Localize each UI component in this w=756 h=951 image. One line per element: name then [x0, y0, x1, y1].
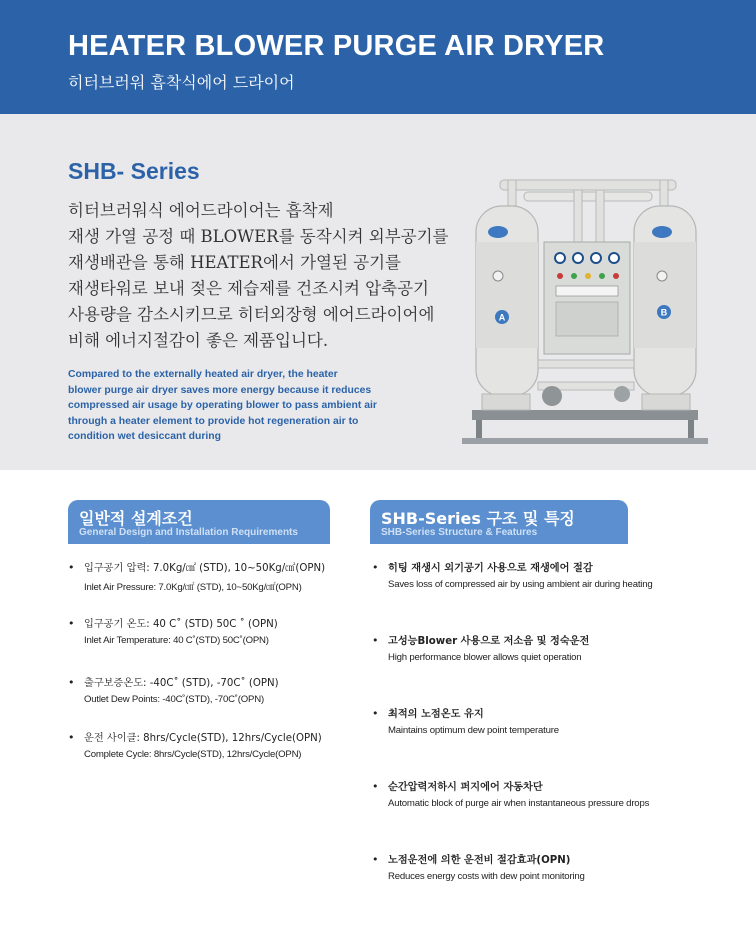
header-banner [0, 0, 756, 114]
english-line: compressed air usage by operating blower to pass ambient air [68, 400, 377, 411]
blower-icon [542, 386, 562, 406]
item-text-en: Inlet Air Pressure: 7.0Kg/㎠ (STD), 10~50Kg/㎠(OPN) [84, 582, 302, 593]
item-text-kr: 노점운전에 의한 운전비 절감효과(OPN) [388, 855, 571, 866]
item-text-en: Maintains optimum dew point temperature [388, 725, 559, 736]
item-text-kr: 출구보증온도: -40C˚ (STD), -70C˚ (OPN) [84, 678, 279, 689]
general-design-title-kr: 일반적 설계조건 [79, 509, 193, 528]
item-text-en: Outlet Dew Points: -40C˚(STD), -70C˚(OPN) [84, 694, 264, 705]
air-dryer-product-image [462, 172, 714, 450]
item-text-en: Reduces energy costs with dew point monitoring [388, 871, 585, 882]
tower-b-label: B [660, 307, 668, 318]
general-design-header [68, 500, 330, 544]
bullet: • [68, 561, 75, 574]
bullet: • [68, 676, 75, 689]
korean-line: 재생배관을 통해 HEATER에서 가열된 공기를 [68, 253, 401, 272]
korean-line: 비해 에너지절감이 좋은 제품입니다. [68, 331, 329, 350]
item-text-en: High performance blower allows quiet operation [388, 652, 582, 663]
tower-a-label: A [498, 312, 506, 323]
page-subtitle: 히터브러워 흡착식에어 드라이어 [68, 73, 295, 92]
item-text-kr: 고성능Blower 사용으로 저소음 및 정숙운전 [388, 636, 590, 647]
item-text-kr: 최적의 노점온도 유지 [388, 709, 484, 720]
bullet: • [372, 707, 379, 720]
korean-line: 재생 가열 공정 때 BLOWER를 동작시켜 외부공기를 [68, 227, 449, 246]
english-line: through a heater element to provide hot regeneration air to [68, 415, 359, 427]
bullet: • [68, 731, 75, 744]
series-title: SHB- Series [68, 158, 200, 184]
structure-features-title-kr: SHB-Series 구조 및 특징 [381, 509, 575, 528]
item-text-en: Automatic block of purge air when instantaneous pressure drops [388, 798, 650, 809]
item-text-kr: 순간압력저하시 퍼지에어 자동차단 [388, 782, 543, 793]
page-title: HEATER BLOWER PURGE AIR DRYER [68, 30, 605, 62]
korean-line: 히터브러워식 에어드라이어는 흡착제 [68, 201, 334, 220]
english-line: Compared to the externally heated air dryer, the heater [68, 369, 338, 380]
korean-line: 사용량을 감소시키므로 히터외장형 에어드라이어에 [68, 305, 435, 324]
structure-features-title-en: SHB-Series Structure & Features [381, 527, 538, 538]
item-text-en: Saves loss of compressed air by using ambient air during heating [388, 579, 653, 590]
bullet: • [372, 634, 379, 647]
item-text-kr: 입구공기 온도: 40 C˚ (STD) 50C ˚ (OPN) [84, 619, 278, 630]
english-line: blower purge air dryer saves more energy because it reduces [68, 384, 372, 396]
item-text-en: Inlet Air Temperature: 40 C˚(STD) 50C˚(OPN) [84, 635, 269, 646]
item-text-kr: 운전 사이클: 8hrs/Cycle(STD), 12hrs/Cycle(OPN) [84, 733, 322, 744]
base-frame [472, 410, 698, 420]
korean-description [68, 198, 468, 354]
bullet: • [372, 780, 379, 793]
item-text-kr: 입구공기 압력: 7.0Kg/㎠ (STD), 10~50Kg/㎠(OPN) [84, 563, 326, 574]
english-description [68, 367, 403, 445]
korean-line: 재생타워로 보내 젖은 제습제를 건조시켜 압축공기 [68, 279, 429, 298]
bullet: • [68, 617, 75, 630]
english-line: condition wet desiccant during [68, 431, 221, 442]
general-design-title-en: General Design and Installation Requirements [79, 527, 298, 538]
item-text-en: Complete Cycle: 8hrs/Cycle(STD), 12hrs/Cycle(OPN) [84, 749, 302, 760]
bullet: • [372, 853, 379, 866]
structure-features-header [370, 500, 628, 544]
item-text-kr: 히팅 재생시 외기공기 사용으로 재생에어 절감 [388, 563, 593, 574]
bullet: • [372, 561, 379, 574]
